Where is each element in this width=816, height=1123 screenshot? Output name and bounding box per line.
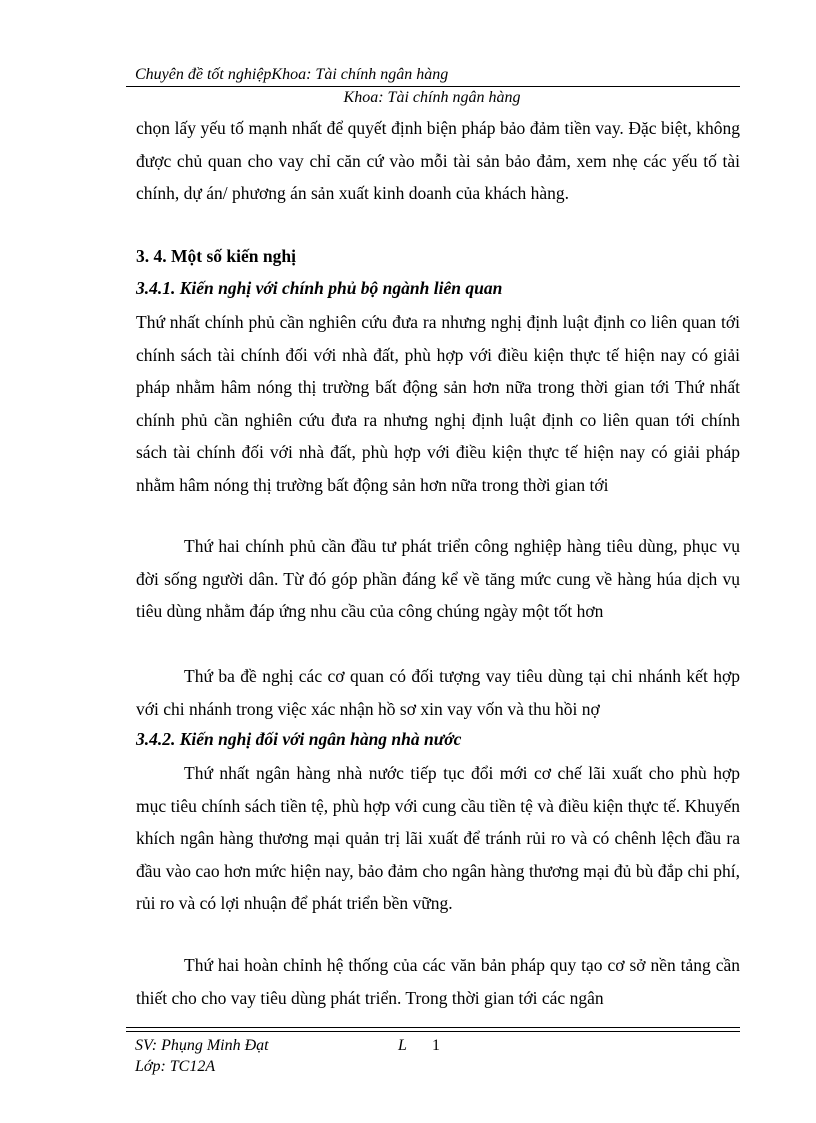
header-rule (126, 86, 740, 87)
footer-rule-bottom (126, 1031, 740, 1032)
footer-student: SV: Phụng Minh Đạt (135, 1037, 269, 1054)
paragraph-recommendation-1: Thứ nhất chính phủ cần nghiên cứu đưa ra nhưng nghị định luật định co liên quan tới chính sách tài chính đối với nhà đất, phù hợp với điều kiện thực tế hiện nay có giải pháp nhằm hâm nóng thị trường bất động sản hơn nữa trong thời gian tới Thứ nhất chính phủ cần nghiên cứu đưa ra nhưng nghị định luật định co liên quan tới chính sách tài chính đối với nhà đất, phù hợp với điều kiện thực tế hiện nay có giải pháp nhằm hâm nóng thị trường bất động sản hơn nữa trong thời gian tới (136, 312, 740, 495)
footer-class: Lớp: TC12A (135, 1058, 216, 1075)
paragraph-recommendation-2: Thứ hai chính phủ cần đầu tư phát triển công nghiệp hàng tiêu dùng, phục vụ đời sống người dân. Từ đó góp phần đáng kể về tăng mức cung về hàng húa dịch vụ tiêu dùng nhằm đáp ứng nhu cầu của công chúng ngày một tốt hơn (136, 536, 740, 622)
section-heading-3-4-2: 3.4.2. Kiến nghị đối với ngân hàng nhà nước (136, 729, 462, 749)
section-heading-3-4: 3. 4. Một số kiến nghị (136, 246, 296, 266)
footer-rule-top (126, 1027, 740, 1028)
footer-page-number: 1 (432, 1037, 440, 1054)
paragraph-recommendation-5: Thứ hai hoàn chỉnh hệ thống của các văn bản pháp quy tạo cơ sở nền tảng cần thiết cho cho vay tiêu dùng phát triển. Trong thời gian tới các ngân (136, 955, 740, 1008)
section-heading-3-4-1: 3.4.1. Kiến nghị với chính phủ bộ ngành liên quan (136, 278, 503, 298)
footer-page-letter: L (398, 1037, 407, 1054)
paragraph-intro: chọn lấy yếu tố mạnh nhất để quyết định biện pháp bảo đảm tiền vay. Đặc biệt, không được chủ quan cho vay chỉ căn cứ vào mỗi tài sản bảo đảm, xem nhẹ các yếu tố tài chính, dự án/ phương án sản xuất kinh doanh của khách hàng. (136, 118, 740, 204)
paragraph-recommendation-4: Thứ nhất ngân hàng nhà nước tiếp tục đổi mới cơ chế lãi xuất cho phù hợp mục tiêu chính sách tiền tệ, phù hợp với cung cầu tiền tệ và điều kiện thực tế. Khuyến khích ngân hàng thương mại quản trị lãi xuất để tránh rủi ro và có chênh lệch đầu ra đầu vào cao hơn mức hiện nay, bảo đảm cho ngân hàng thương mại đủ bù đắp chi phí, rủi ro và có lợi nhuận để phát triển bền vững. (136, 763, 740, 914)
paragraph-recommendation-3: Thứ ba đề nghị các cơ quan có đối tượng vay tiêu dùng tại chi nhánh kết hợp với chi nhánh trong việc xác nhận hồ sơ xin vay vốn và thu hồi nợ (136, 666, 740, 719)
header-title: Chuyên đề tốt nghiệpKhoa: Tài chính ngân hàng (135, 66, 449, 83)
header-subtitle: Khoa: Tài chính ngân hàng (343, 89, 521, 106)
